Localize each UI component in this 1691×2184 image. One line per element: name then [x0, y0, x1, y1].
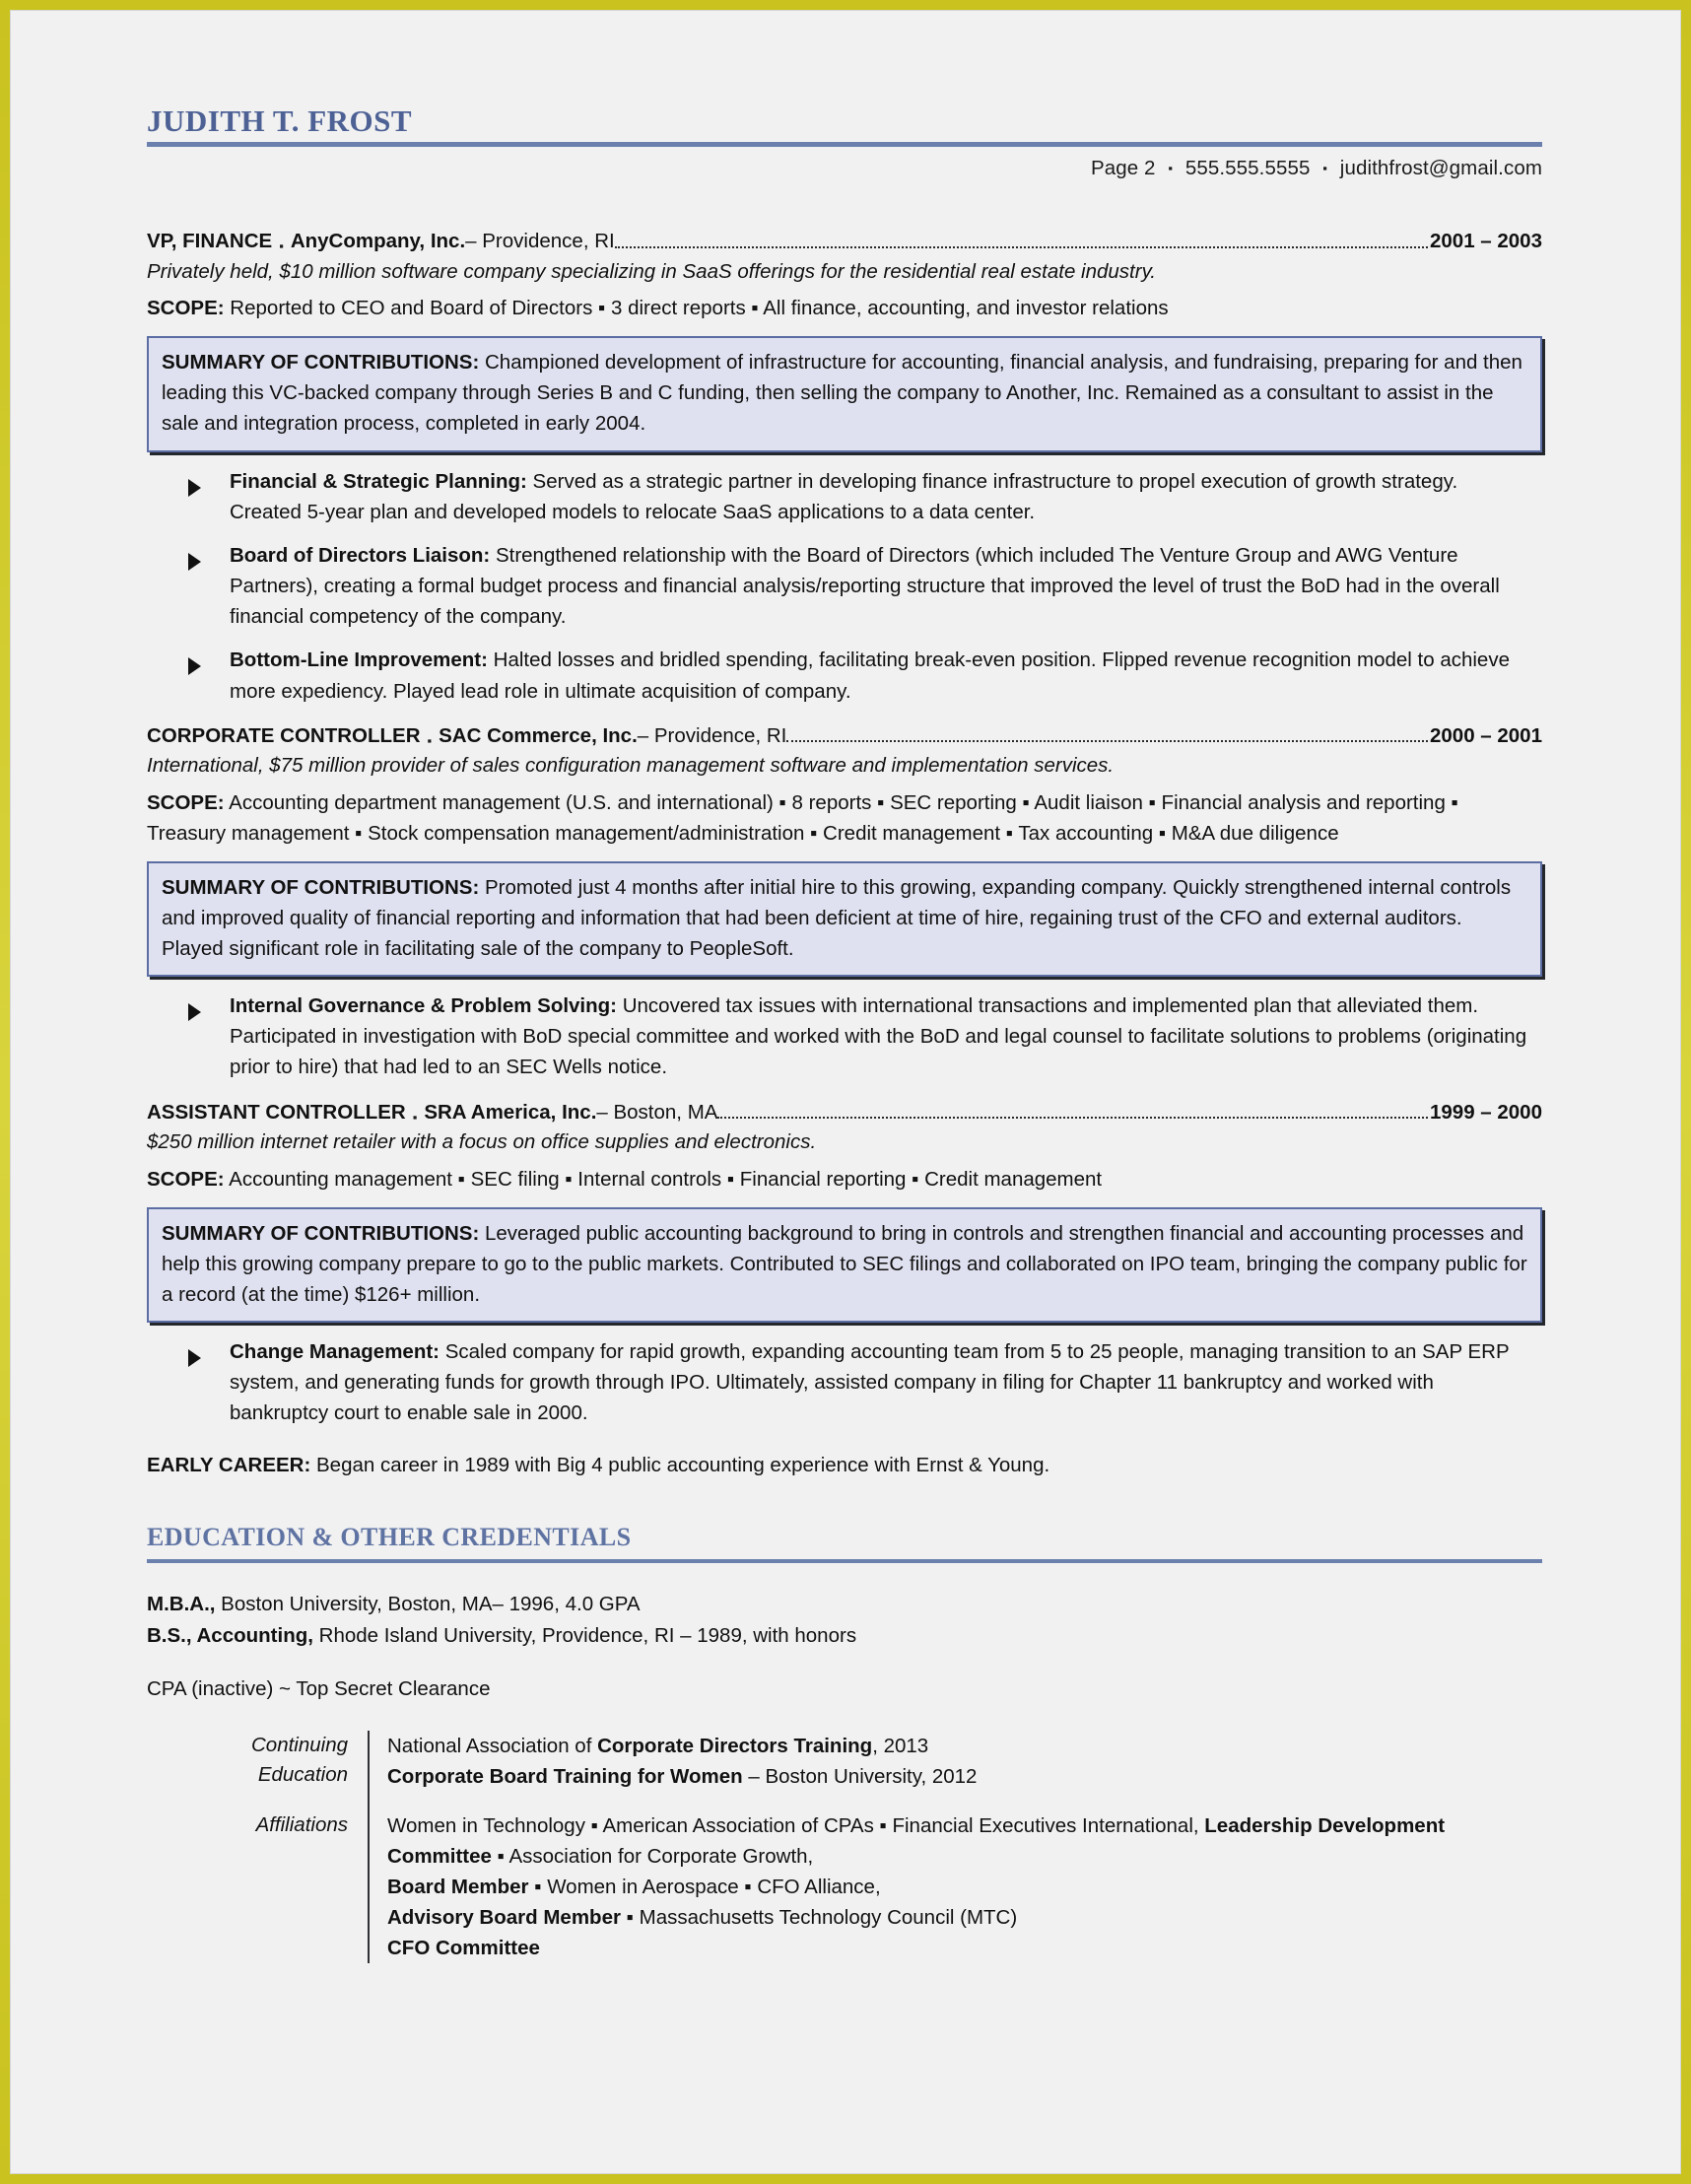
scope-text: Accounting department management (U.S. and international) ▪ 8 reports ▪ SEC reporting ▪ Audit liaison ▪ Financial analysis and reporting ▪ Treasury management ▪ Stock compensation management/administration ▪ Credit management ▪ Tax accounting ▪ M&A due diligence: [147, 791, 1458, 845]
job-subtitle: $250 million internet retailer with a focus on office supplies and electronics.: [147, 1130, 817, 1154]
triangle-glyph-icon: [188, 657, 201, 675]
bullet-triangle-icon: [147, 540, 230, 632]
experience-section: [147, 228, 1542, 1429]
job-company: SRA America, Inc.: [424, 1100, 597, 1124]
separator-square-icon: ▪: [412, 1109, 418, 1125]
job-entry: [147, 228, 1542, 707]
job-dates: 2001 – 2003: [1429, 230, 1542, 252]
bullet-heading: Internal Governance & Problem Solving:: [230, 994, 618, 1018]
summary-of-contributions-box: [147, 861, 1542, 977]
page-number-label: Page 2: [1090, 157, 1156, 179]
resume-content: [147, 11, 1542, 1963]
achievement-bullets: [147, 466, 1542, 707]
achievement-bullets: [147, 990, 1542, 1082]
bullet-item: [147, 540, 1542, 632]
credential-text-post: ▪ Association for Corporate Growth,: [491, 1844, 814, 1868]
job-title: VP, FINANCE: [147, 230, 273, 252]
job-entry: [147, 722, 1542, 1083]
bullet-heading: Bottom-Line Improvement:: [230, 648, 488, 672]
summary-label: SUMMARY OF CONTRIBUTIONS:: [162, 875, 480, 899]
email-address: judithfrost@gmail.com: [1339, 157, 1542, 179]
degree-item: [147, 1589, 1542, 1620]
credential-line: [387, 1810, 1542, 1872]
degree-name: B.S., Accounting,: [147, 1623, 313, 1647]
early-career-label: EARLY CAREER:: [147, 1453, 311, 1476]
job-scope: [147, 294, 1542, 324]
job-dates: 2000 – 2001: [1429, 723, 1542, 747]
credential-text-bold: Board Member: [387, 1875, 529, 1898]
bullet-item: [147, 466, 1542, 527]
credential-text-post: ▪ Massachusetts Technology Council (MTC): [620, 1906, 1018, 1930]
credential-label: Affiliations: [255, 1812, 348, 1836]
scope-label: SCOPE:: [147, 791, 225, 815]
degree-name: M.B.A.,: [147, 1592, 216, 1615]
bullet-text: [230, 990, 1542, 1082]
summary-text: Promoted just 4 months after initial hire to this growing, expanding company. Quickly strengthened internal controls and improved quality of financial reporting and information that had been deficient at time of hire, regaining trust of the CFO and external auditors. Played significant role in facilitating sale of the company to PeopleSoft.: [162, 875, 1512, 960]
job-location: – Boston, MA: [596, 1100, 718, 1124]
credential-text-post: , 2013: [872, 1735, 929, 1758]
job-location: – Providence, RI: [637, 723, 787, 747]
bullet-text: [230, 540, 1542, 632]
achievement-bullets: [147, 1336, 1542, 1428]
resume-header: [147, 105, 1542, 180]
bullet-triangle-icon: [147, 1336, 230, 1428]
scope-label: SCOPE:: [147, 1167, 225, 1191]
early-career-line: [147, 1451, 1542, 1481]
degree-detail: Rhode Island University, Providence, RI – 1989, with honors: [312, 1623, 857, 1647]
job-title-row: [147, 722, 1542, 750]
early-career-text: Began career in 1989 with Big 4 public accounting experience with Ernst & Young.: [310, 1453, 1050, 1476]
separator-square-icon: ▪: [1322, 161, 1327, 175]
education-rule: [147, 1559, 1542, 1563]
job-title-row: [147, 1099, 1542, 1126]
credential-line: [387, 1761, 1542, 1792]
credential-value: [369, 1731, 1542, 1809]
candidate-name: JUDITH T. FROST: [147, 103, 413, 138]
header-contact-line: [147, 157, 1542, 180]
scope-label: SCOPE:: [147, 297, 225, 320]
header-rule: [147, 142, 1542, 147]
credential-text-bold: Corporate Directors Training: [597, 1735, 873, 1758]
bullet-text: [230, 1336, 1542, 1428]
education-heading: EDUCATION & OTHER CREDENTIALS: [147, 1523, 632, 1552]
bullet-item: [147, 990, 1542, 1082]
job-dates: 1999 – 2000: [1429, 1100, 1542, 1124]
resume-page: [10, 10, 1681, 2174]
bullet-text: [230, 645, 1542, 706]
credential-text-pre: Women in Technology ▪ American Association of CPAs ▪ Financial Executives International,: [387, 1813, 1205, 1837]
bullet-text: [230, 466, 1542, 527]
job-company: AnyCompany, Inc.: [290, 230, 466, 252]
bullet-body: Scaled company for rapid growth, expanding accounting team from 5 to 25 people, managing transition to an SAP ERP system, and generating funds for growth through IPO. Ultimately, assisted company in filing for Chapter 11 bankruptcy and worked with bankruptcy court to enable sale in 2000.: [230, 1340, 1510, 1425]
job-title-row: [147, 228, 1542, 255]
credential-row: [198, 1731, 1542, 1809]
dotted-leader: [717, 1107, 1428, 1119]
job-company: SAC Commerce, Inc.: [439, 723, 638, 747]
credential-text-bold: CFO Committee: [387, 1937, 540, 1960]
bullet-heading: Financial & Strategic Planning:: [230, 469, 527, 493]
bullet-body: Served as a strategic partner in developing finance infrastructure to propel execution of growth strategy. Created 5-year plan and developed models to relocate SaaS applications to a data center.: [230, 469, 1458, 523]
job-scope: [147, 1165, 1542, 1195]
separator-square-icon: ▪: [279, 239, 284, 254]
job-location: – Providence, RI: [465, 230, 615, 252]
phone-number: 555.555.5555: [1184, 157, 1311, 179]
triangle-glyph-icon: [188, 1003, 201, 1021]
separator-square-icon: ▪: [427, 732, 433, 748]
scope-text: Accounting management ▪ SEC filing ▪ Internal controls ▪ Financial reporting ▪ Credit management: [224, 1167, 1103, 1191]
credential-line: [387, 1731, 1542, 1761]
bullet-body: Strengthened relationship with the Board of Directors (which included The Venture Group and AWG Venture Partners), creating a formal budget process and financial analysis/reporting structure that improved the level of trust the BoD had in the overall financial competency of the company.: [230, 543, 1500, 629]
credentials-table: [198, 1731, 1542, 1963]
job-scope: [147, 788, 1542, 850]
credential-text-bold: Leadership Development Committee: [387, 1813, 1446, 1868]
scope-text: Reported to CEO and Board of Directors ▪ 3 direct reports ▪ All finance, accounting, and investor relations: [224, 297, 1169, 320]
triangle-glyph-icon: [188, 553, 201, 571]
triangle-glyph-icon: [188, 479, 201, 497]
credential-text-pre: National Association of: [387, 1735, 598, 1758]
bullet-triangle-icon: [147, 645, 230, 706]
credential-line: [387, 1872, 1542, 1902]
bullet-body: Halted losses and bridled spending, facilitating break-even position. Flipped revenue recognition model to achieve more expediency. Played lead role in ultimate acquisition of company.: [230, 648, 1510, 703]
summary-text: Leveraged public accounting background to bring in controls and strengthen financial and accounting processes and help this growing company prepare to go to the public markets. Contributed to SEC filings and collaborated on IPO team, bringing the company public for a record (at the time) $126+ million.: [162, 1221, 1527, 1306]
degree-list: [147, 1589, 1542, 1652]
credential-row: [198, 1810, 1542, 1964]
summary-text: Championed development of infrastructure for accounting, financial analysis, and fundraising, preparing for and then leading this VC-backed company through Series B and C funding, then selling the company to Another, Inc. Remained as a consultant to assist in the sale and integration process, completed in early 2004.: [162, 351, 1522, 436]
degree-detail: Boston University, Boston, MA– 1996, 4.0 GPA: [215, 1592, 641, 1615]
credential-text-post: – Boston University, 2012: [742, 1765, 978, 1789]
credential-text-bold: Corporate Board Training for Women: [387, 1765, 743, 1789]
certification-line: CPA (inactive) ~ Top Secret Clearance: [147, 1677, 491, 1701]
credential-line: [387, 1902, 1542, 1933]
summary-label: SUMMARY OF CONTRIBUTIONS:: [162, 351, 480, 375]
summary-of-contributions-box: [147, 336, 1542, 451]
bullet-triangle-icon: [147, 990, 230, 1082]
credential-label: Continuing Education: [250, 1734, 348, 1786]
separator-square-icon: ▪: [1168, 161, 1174, 175]
triangle-glyph-icon: [188, 1349, 201, 1367]
degree-item: [147, 1620, 1542, 1652]
summary-of-contributions-box: [147, 1207, 1542, 1323]
bullet-item: [147, 645, 1542, 706]
job-entry: [147, 1099, 1542, 1429]
bullet-triangle-icon: [147, 466, 230, 527]
credential-text-post: ▪ Women in Aerospace ▪ CFO Alliance,: [528, 1875, 881, 1898]
bullet-body: Uncovered tax issues with international transactions and implemented plan that alleviated them. Participated in investigation with BoD special committee and worked with the BoD and legal counsel to facilitate solutions to problems (originating prior to hire) that had led to an SEC Wells notice.: [230, 994, 1527, 1079]
dotted-leader: [615, 237, 1428, 248]
credential-value: [369, 1810, 1542, 1964]
job-subtitle: International, $75 million provider of sales configuration management software and implementation services.: [147, 754, 1115, 778]
summary-label: SUMMARY OF CONTRIBUTIONS:: [162, 1221, 480, 1245]
credential-line: [387, 1933, 1542, 1963]
job-subtitle: Privately held, $10 million software company specializing in SaaS offerings for the residential real estate industry.: [147, 259, 1156, 283]
education-section: [147, 1524, 1542, 1963]
job-title: ASSISTANT CONTROLLER: [147, 1100, 406, 1124]
bullet-heading: Board of Directors Liaison:: [230, 543, 491, 567]
credential-text-bold: Advisory Board Member: [387, 1906, 621, 1930]
dotted-leader: [786, 730, 1428, 742]
bullet-item: [147, 1336, 1542, 1428]
bullet-heading: Change Management:: [230, 1340, 440, 1364]
job-title: CORPORATE CONTROLLER: [147, 723, 421, 747]
